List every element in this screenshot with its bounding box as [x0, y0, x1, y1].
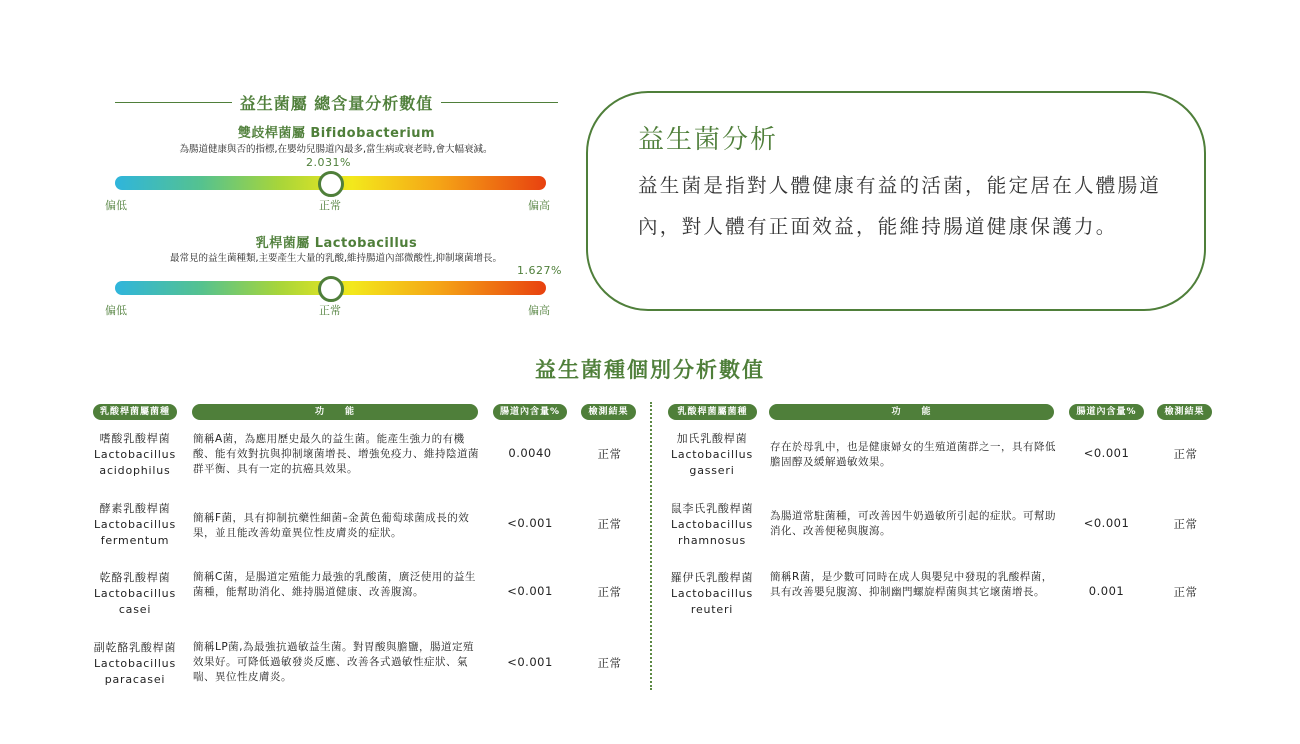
lacto-desc: 最常見的益生菌種類,主要產生大量的乳酸,維持腸道內部微酸性,抑制壞菌增長。	[169, 253, 503, 264]
header-result-right: 檢測結果	[1157, 404, 1212, 420]
species-name: 乾酪乳酸桿菌 Lactobacillus casei	[93, 571, 176, 616]
table-divider	[650, 402, 652, 690]
header-function-right: 功 能	[769, 404, 1054, 420]
species-content: <0.001	[507, 516, 553, 530]
lacto-scale-high: 偏高	[528, 304, 550, 317]
species-content: <0.001	[507, 584, 553, 598]
species-name: 酵素乳酸桿菌 Lactobacillus fermentum	[93, 502, 176, 547]
header-function-left: 功 能	[192, 404, 478, 420]
species-name: 副乾酪乳酸桿菌 Lactobacillus paracasei	[93, 641, 177, 686]
species-result: 正常	[597, 447, 622, 461]
lacto-name: 乳桿菌屬 Lactobacillus	[255, 236, 418, 251]
species-function: 簡稱A菌，為應用歷史最久的益生菌。能產生強力的有機酸、能有效對抗與抑制壞菌增長、增強免疫力、維持陰道菌群平衡、具有一定的抗癌具效果。	[193, 433, 479, 475]
header-content-right: 腸道內含量%	[1069, 404, 1144, 420]
species-function: 簡稱LP菌,為最強抗過敏益生菌。對胃酸與膽鹽，腸道定殖效果好。可降低過敏發炎反應、改善各式過敏性症狀、氣喘、異位性皮膚炎。	[193, 641, 475, 683]
info-box	[586, 91, 1206, 311]
bifido-percent: 2.031%	[306, 156, 351, 169]
title-rule-right	[441, 102, 558, 103]
species-function: 簡稱R菌，是少數可同時在成人與嬰兒中發現的乳酸桿菌，具有改善嬰兒腹瀉、抑制幽門螺旋桿菌與其它壞菌增長。	[770, 571, 1053, 598]
species-result: 正常	[597, 656, 622, 670]
info-body: 益生菌是指對人體健康有益的活菌，能定居在人體腸道內，對人體有正面效益，能維持腸道健康保護力。	[638, 174, 1162, 238]
species-function: 簡稱F菌，具有抑制抗藥性細菌–金黃色葡萄球菌成長的效果，並且能改善幼童異位性皮膚炎的症狀。	[193, 512, 470, 539]
species-name: 鼠李氏乳酸桿菌 Lactobacillus rhamnosus	[670, 502, 754, 547]
title-rule-left	[115, 102, 232, 103]
lacto-percent: 1.627%	[517, 264, 562, 277]
header-name-left: 乳酸桿菌屬菌種	[93, 404, 177, 420]
summary-section-title	[115, 90, 558, 114]
bifido-scale-high: 偏高	[528, 199, 550, 212]
species-content: <0.001	[1083, 516, 1130, 530]
lacto-scale-low: 偏低	[105, 304, 127, 317]
lacto-level-marker	[318, 276, 344, 302]
summary-title: 益生菌屬 總含量分析數值	[239, 93, 434, 113]
header-name-right: 乳酸桿菌屬菌種	[668, 404, 757, 420]
header-result-left: 檢測結果	[581, 404, 636, 420]
species-result: 正常	[1173, 447, 1198, 461]
species-content: 0.001	[1088, 584, 1125, 598]
species-name: 加氏乳酸桿菌 Lactobacillus gasseri	[670, 432, 753, 477]
species-function: 存在於母乳中，也是健康婦女的生殖道菌群之一，具有降低膽固醇及緩解過敏效果。	[770, 441, 1056, 468]
species-result: 正常	[1173, 585, 1198, 599]
species-result: 正常	[597, 517, 622, 531]
species-name: 嗜酸乳酸桿菌 Lactobacillus acidophilus	[93, 432, 176, 477]
species-result: 正常	[597, 585, 622, 599]
species-result: 正常	[1173, 517, 1198, 531]
bifido-name: 雙歧桿菌屬 Bifidobacterium	[237, 126, 436, 141]
species-content: 0.0040	[508, 446, 552, 460]
species-name: 羅伊氏乳酸桿菌 Lactobacillus reuteri	[670, 571, 754, 616]
species-content: <0.001	[1083, 446, 1130, 460]
bifido-scale-low: 偏低	[105, 199, 127, 212]
species-content: <0.001	[507, 655, 553, 669]
header-content-left: 腸道內含量%	[493, 404, 567, 420]
species-section-title: 益生菌種個別分析數值	[535, 358, 765, 382]
lacto-scale-normal: 正常	[319, 304, 341, 317]
species-function: 簡稱C菌，是腸道定殖能力最強的乳酸菌，廣泛使用的益生菌種，能幫助消化、維持腸道健康、改善腹瀉。	[193, 571, 476, 598]
bifido-scale-normal: 正常	[319, 199, 341, 212]
bifido-level-marker	[318, 171, 344, 197]
bifido-desc: 為腸道健康與否的指標,在嬰幼兒腸道內最多,當生病或衰老時,會大幅衰減。	[179, 144, 493, 155]
species-function: 為腸道常駐菌種，可改善因牛奶過敏所引起的症狀。可幫助消化、改善便秘與腹瀉。	[770, 510, 1056, 537]
info-title: 益生菌分析	[638, 125, 779, 155]
